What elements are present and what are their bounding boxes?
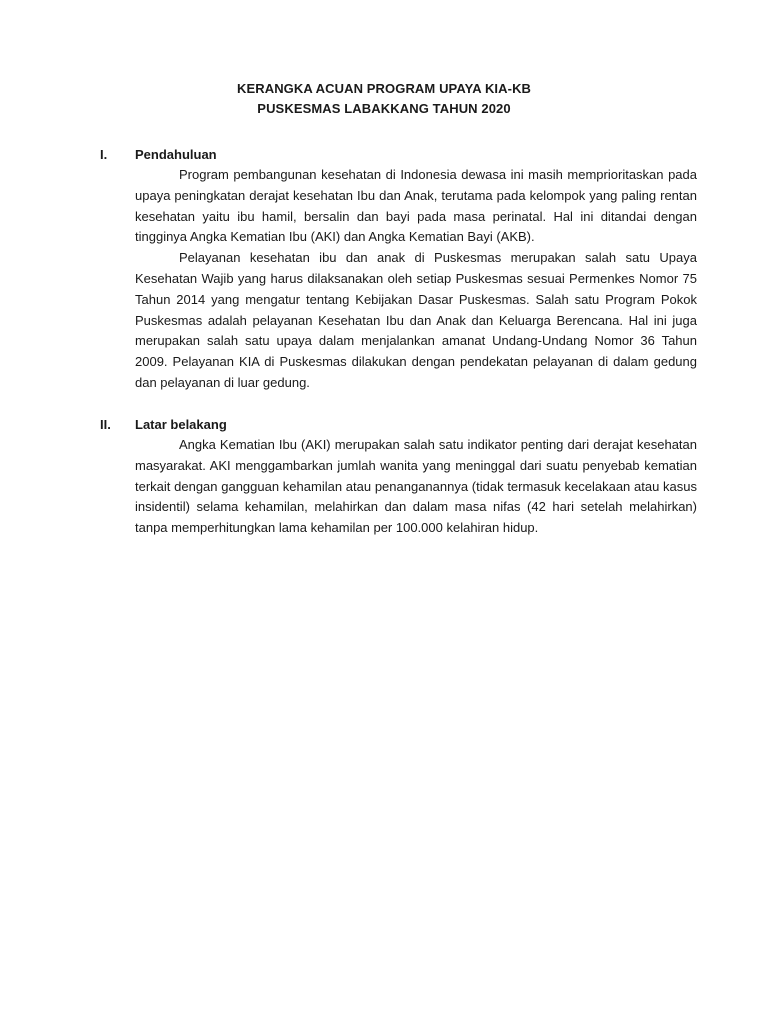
document-subtitle: PUSKESMAS LABAKKANG TAHUN 2020 [257,101,511,116]
section-number: I. [100,147,108,162]
document-title-block [0,79,768,119]
paragraph: Program pembangunan kesehatan di Indonesia dewasa ini masih memprioritaskan pada upaya peningkatan derajat kesehatan Ibu dan Anak, terutama pada kelompok yang paling rentan kesehatan yaitu ibu hamil, bersalin dan bayi pada masa perinatal. Hal ini ditandai dengan tingginya Angka Kematian Ibu (AKI) dan Angka Kematian Bayi (AKB). [135,167,697,245]
section-body [135,435,697,539]
paragraph: Angka Kematian Ibu (AKI) merupakan salah satu indikator penting dari derajat kesehatan masyarakat. AKI menggambarkan jumlah wanita yang meninggal dari suatu penyebab kematian terkait dengan gangguan kehamilan atau penanganannya (tidak termasuk kecelakaan atau kasus insidentil) selama kehamilan, melahirkan dan dalam masa nifas (42 hari setelah melahirkan) tanpa memperhitungkan lama kehamilan per 100.000 kelahiran hidup. [135,437,697,536]
section-number: II. [100,417,111,432]
document-title: KERANGKA ACUAN PROGRAM UPAYA KIA-KB [236,81,532,96]
paragraph: Pelayanan kesehatan ibu dan anak di Puskesmas merupakan salah satu Upaya Kesehatan Wajib yang harus dilaksanakan oleh setiap Puskesmas sesuai Permenkes Nomor 75 Tahun 2014 yang mengatur tentang Kebijakan Dasar Puskesmas. Salah satu Program Pokok Puskesmas adalah pelayanan Kesehatan Ibu dan Anak dan Keluarga Berencana. Hal ini juga merupakan salah satu upaya dalam menjalankan amanat Undang-Undang Nomor 36 Tahun 2009. Pelayanan KIA di Puskesmas dilakukan dengan pendekatan pelayanan di dalam gedung dan pelayanan di luar gedung. [135,250,697,390]
section-heading: Latar belakang [135,417,227,432]
section-heading: Pendahuluan [135,147,217,162]
section-body [135,165,697,394]
